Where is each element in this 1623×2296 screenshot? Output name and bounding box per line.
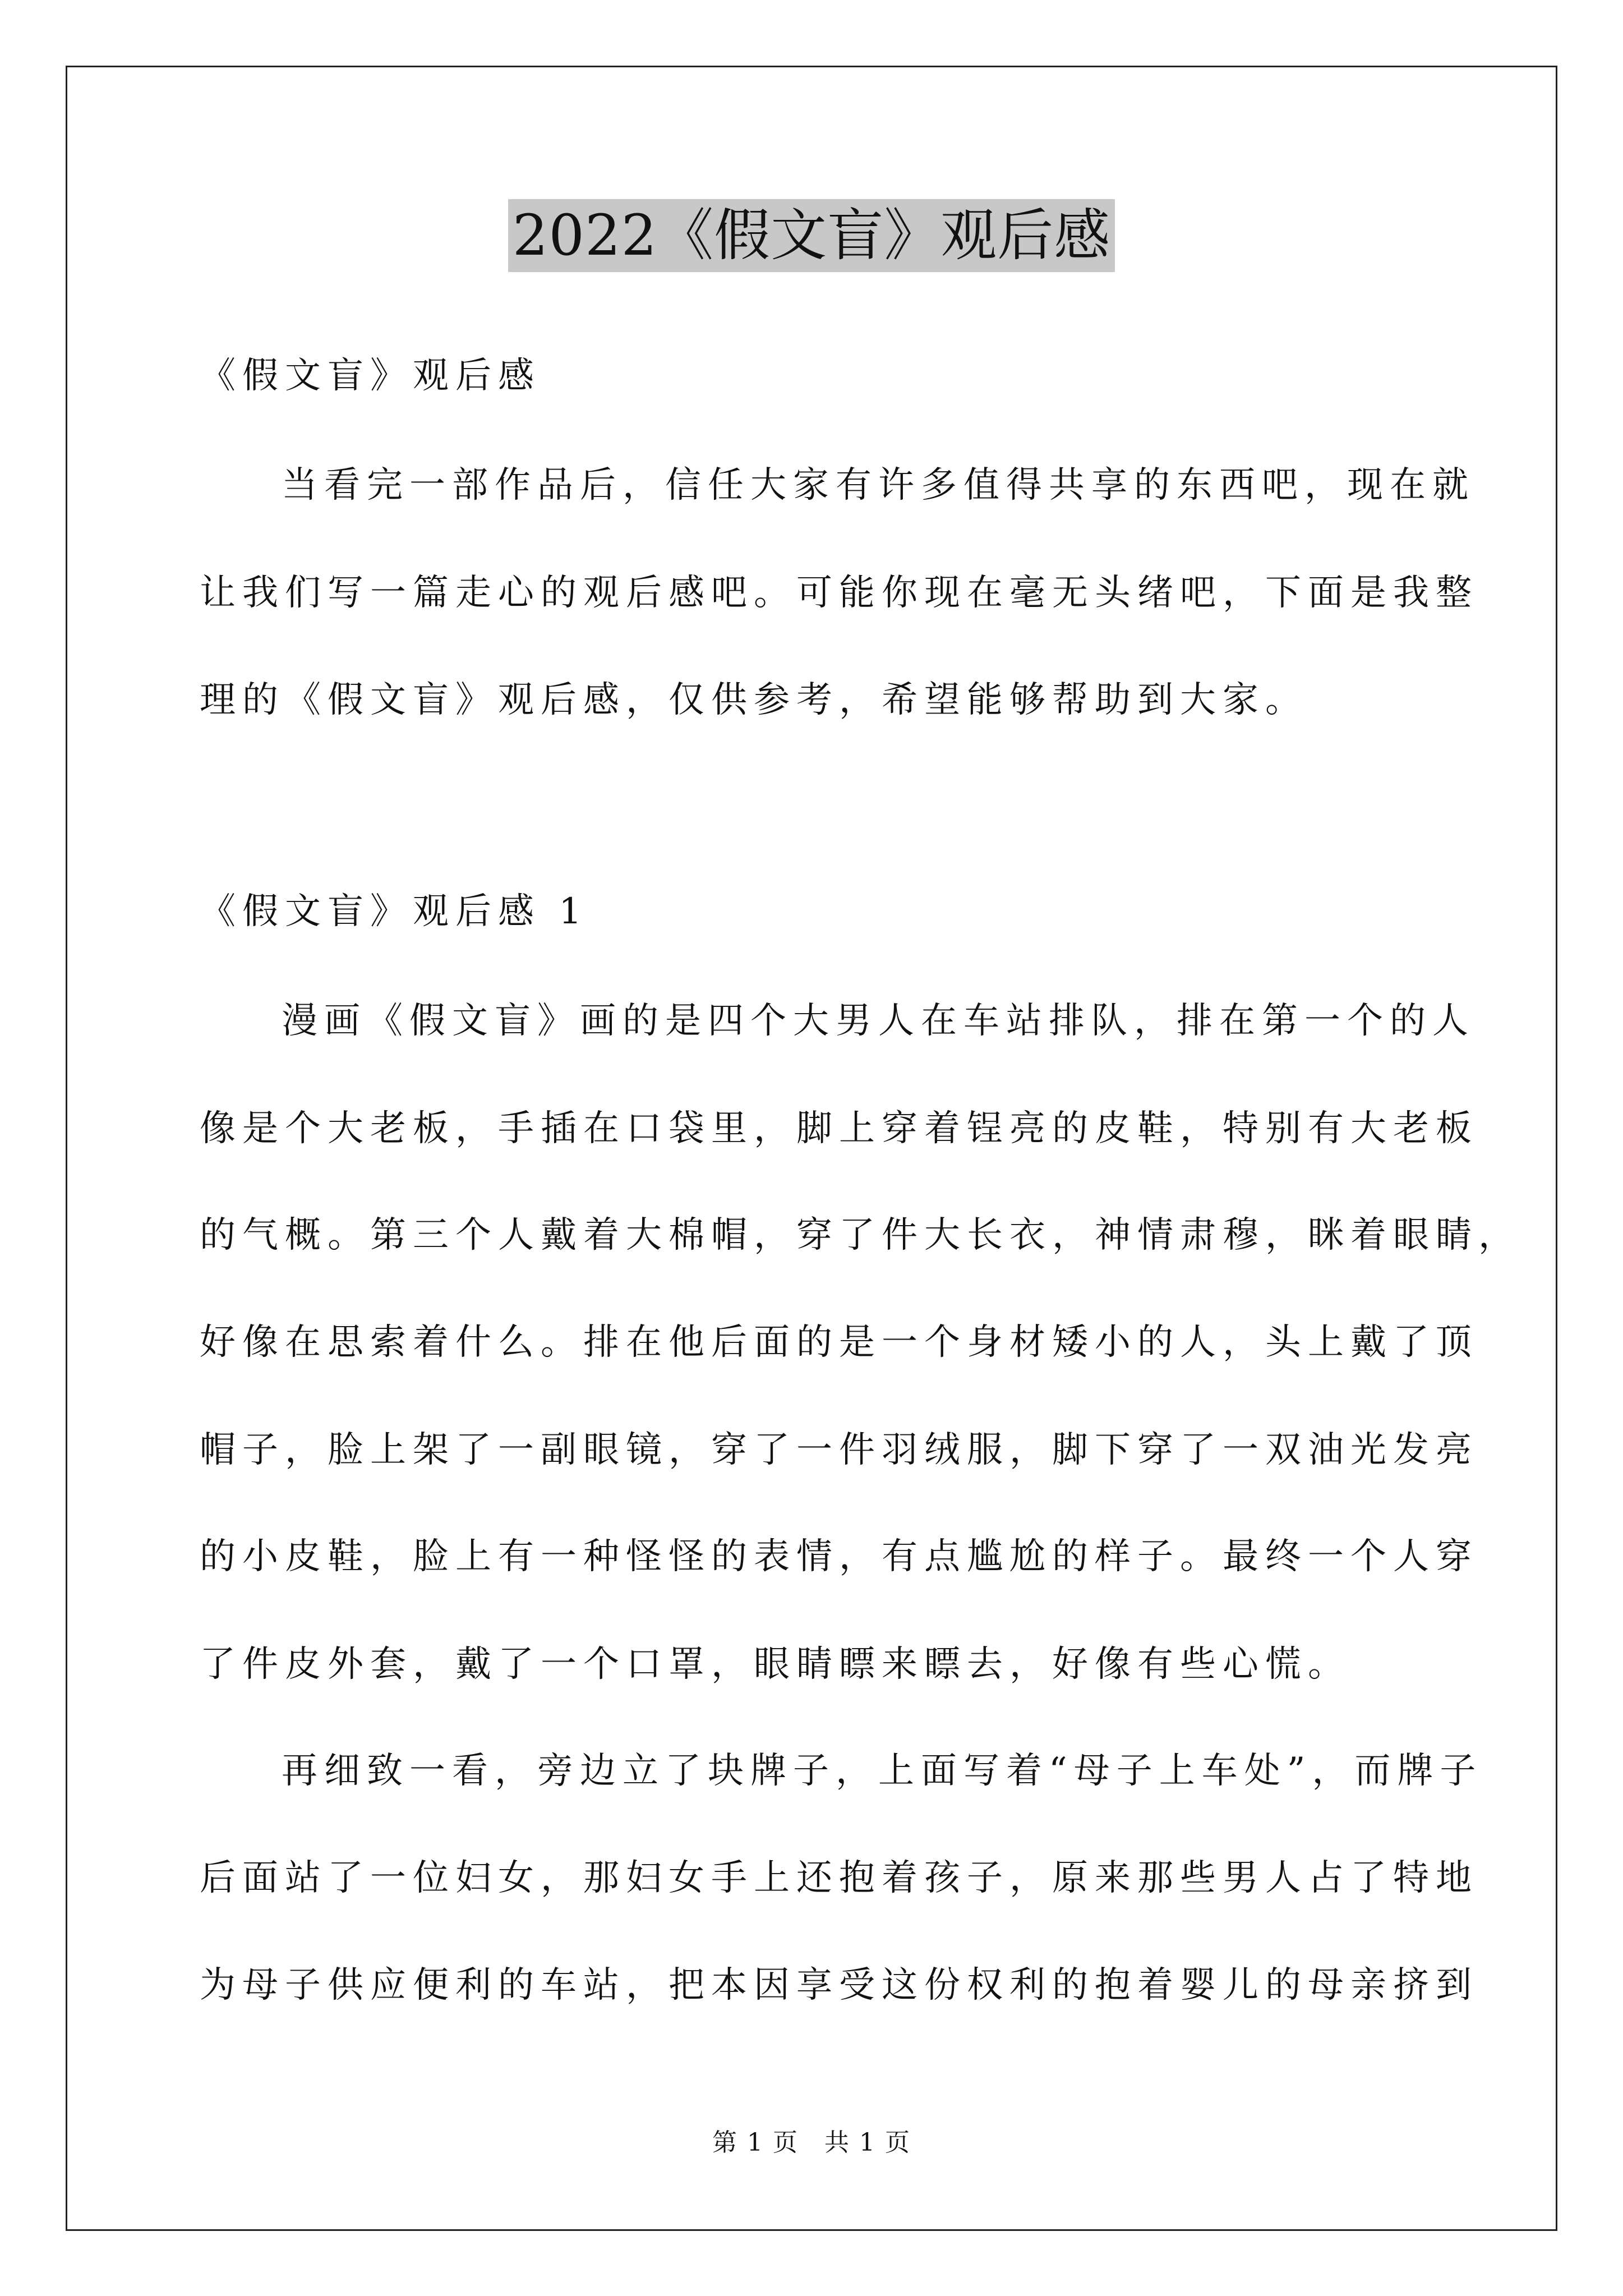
paragraph-line: 的小皮鞋，脸上有一种怪怪的表情，有点尴尬的样子。最终一个人穿 (200, 1536, 1478, 1577)
paragraph-line: 像是个大老板，手插在口袋里，脚上穿着锃亮的皮鞋，特别有大老板 (200, 1108, 1478, 1149)
paragraph-line: 帽子，脸上架了一副眼镜，穿了一件羽绒服，脚下穿了一双油光发亮 (200, 1429, 1478, 1471)
section-heading: 《假文盲》观后感 1 (200, 891, 589, 932)
paragraph-line: 再细致一看，旁边立了块牌子，上面写着“母子上车处”，而牌子 (282, 1750, 1483, 1792)
intro-line: 理的《假文盲》观后感，仅供参考，希望能够帮助到大家。 (200, 679, 1308, 721)
page-footer: 第 1 页 共 1 页 (712, 2128, 911, 2157)
paragraph-line: 好像在思索着什么。排在他后面的是一个身材矮小的人，头上戴了顶 (200, 1322, 1478, 1363)
paragraph-line: 为母子供应便利的车站，把本因享受这份权利的抱着婴儿的母亲挤到 (200, 1964, 1478, 2006)
intro-line: 当看完一部作品后，信任大家有许多值得共享的东西吧，现在就 (282, 464, 1475, 506)
paragraph-line: 的气概。第三个人戴着大棉帽，穿了件大长衣，神情肃穆，眯着眼睛， (200, 1214, 1521, 1256)
subtitle: 《假文盲》观后感 (200, 355, 541, 397)
paragraph-line: 了件皮外套，戴了一个口罩，眼睛瞟来瞟去，好像有些心慌。 (200, 1644, 1350, 1685)
document-title: 2022《假文盲》观后感 (508, 199, 1115, 272)
title-container (0, 199, 1623, 272)
paragraph-line: 漫画《假文盲》画的是四个大男人在车站排队，排在第一个的人 (282, 1000, 1475, 1042)
paragraph-line: 后面站了一位妇女，那妇女手上还抱着孩子，原来那些男人占了特地 (200, 1857, 1478, 1899)
intro-line: 让我们写一篇走心的观后感吧。可能你现在毫无头绪吧，下面是我整 (200, 572, 1478, 614)
